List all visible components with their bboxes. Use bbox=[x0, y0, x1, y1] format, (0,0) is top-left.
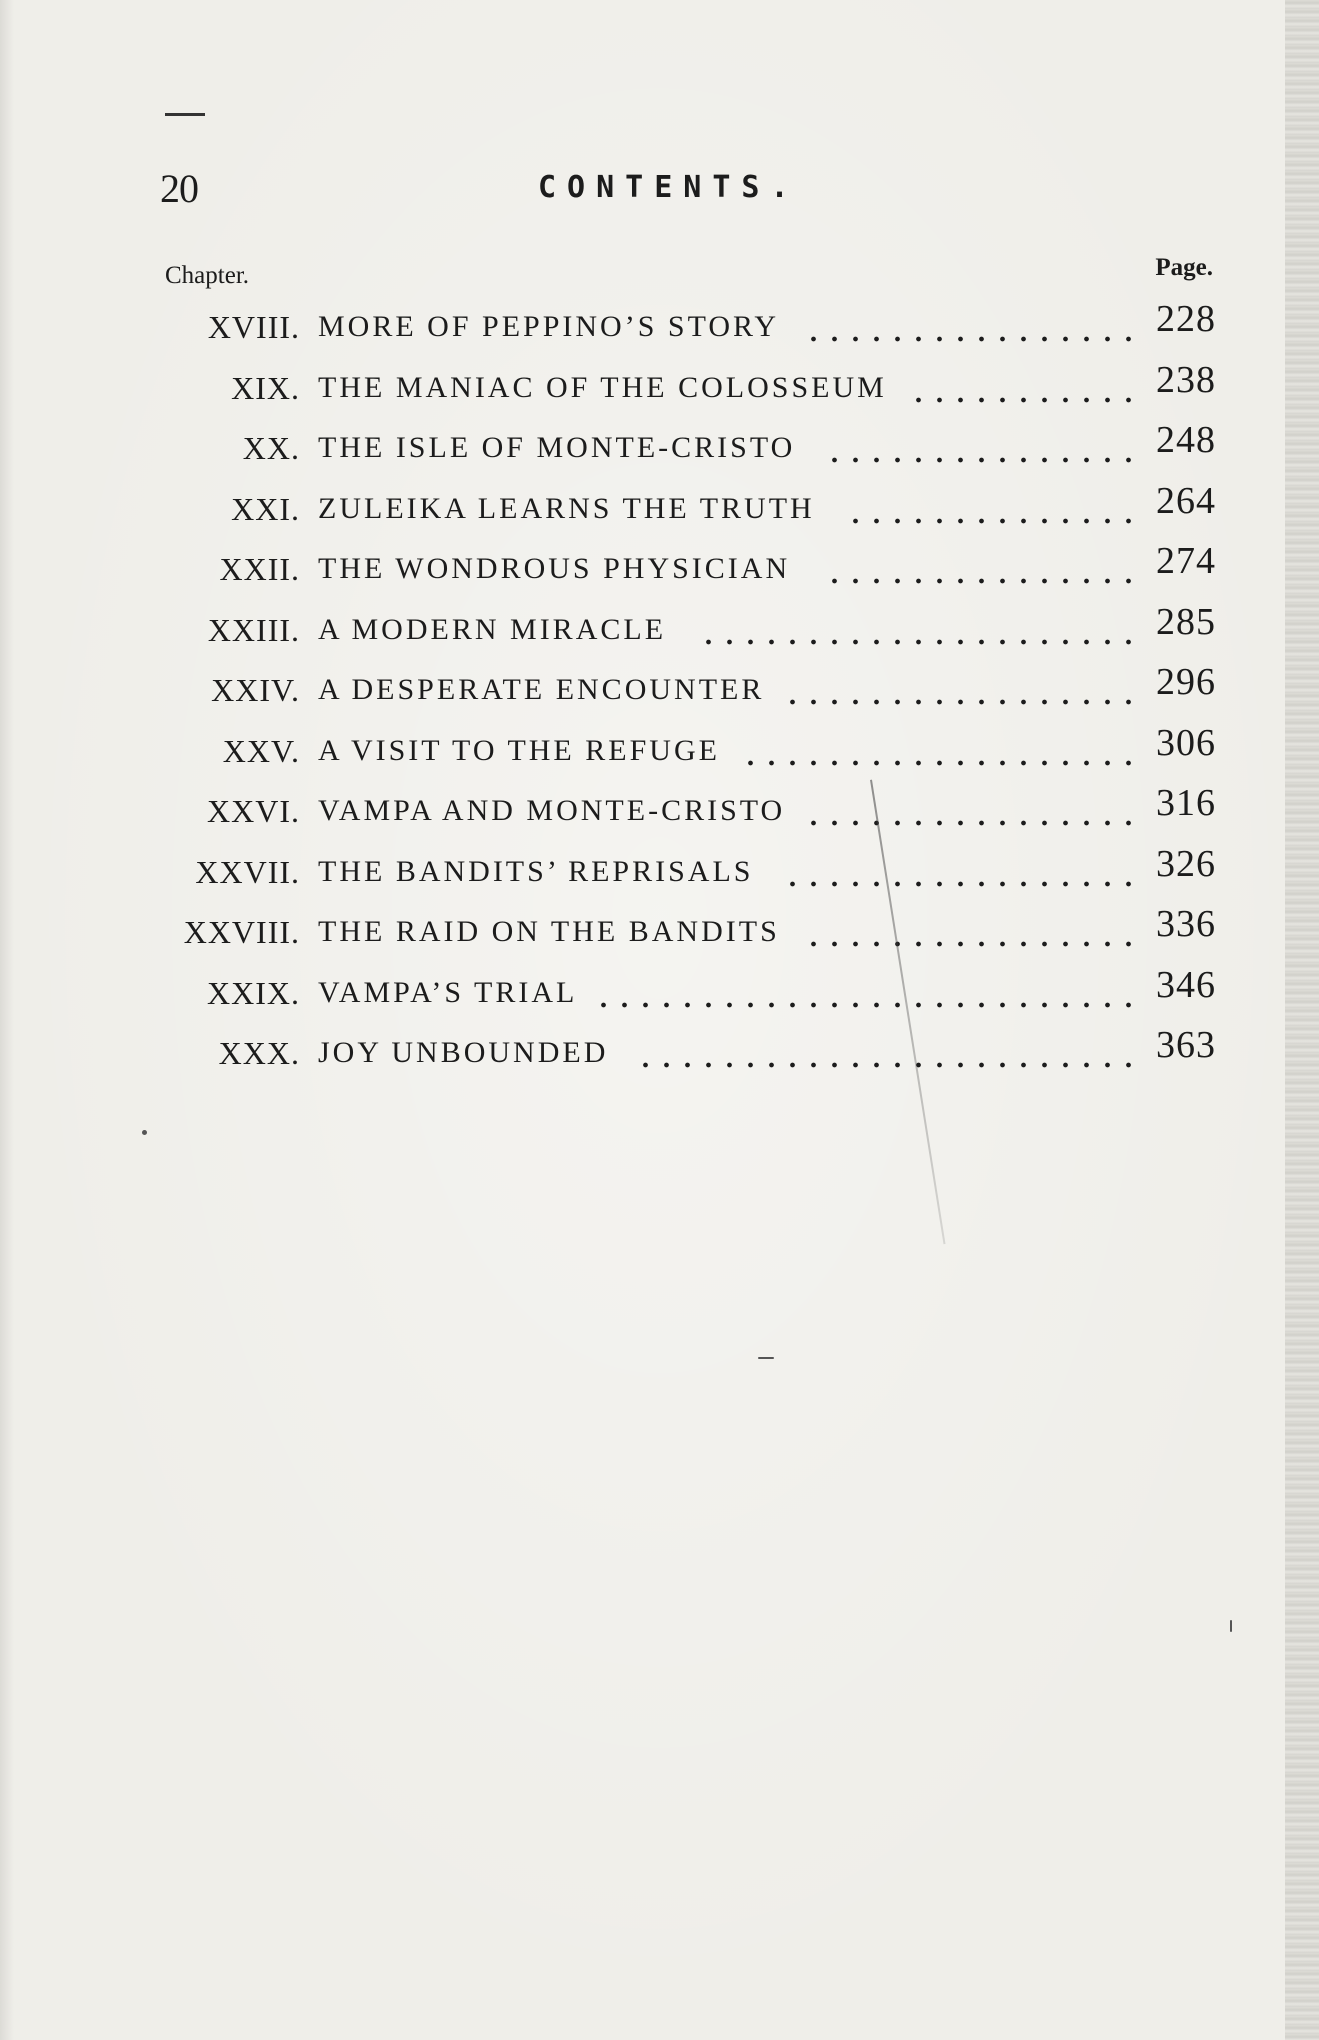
top-dash-mark bbox=[165, 113, 205, 116]
dot-leader bbox=[698, 606, 1139, 654]
chapter-numeral: XVIII. bbox=[207, 309, 300, 345]
chapter-title: THE BANDITS’ REPRISALS bbox=[318, 854, 754, 888]
toc-entry bbox=[0, 1024, 1319, 1090]
chapter-column-label: Chapter. bbox=[165, 262, 250, 289]
chapter-numeral: XXVIII. bbox=[183, 914, 300, 950]
chapter-page-number: 363 bbox=[1156, 1024, 1216, 1066]
dot-leader bbox=[824, 545, 1139, 593]
toc-entry bbox=[0, 298, 1319, 364]
chapter-page-number: 326 bbox=[1156, 842, 1216, 885]
ink-speck bbox=[1230, 1620, 1232, 1632]
chapter-title: MORE OF PEPPINO’S STORY bbox=[318, 310, 780, 343]
chapter-title: ZULEIKA LEARNS THE TRUTH bbox=[318, 491, 815, 525]
dot-leader bbox=[908, 364, 1139, 412]
chapter-title: JOY UNBOUNDED bbox=[318, 1036, 609, 1069]
chapter-numeral: XXVI. bbox=[207, 793, 300, 829]
toc-entry bbox=[0, 721, 1319, 788]
chapter-numeral: XXIII. bbox=[207, 611, 300, 648]
toc-entry bbox=[0, 540, 1319, 606]
chapter-page-number: 238 bbox=[1156, 358, 1216, 401]
chapter-numeral: XXI. bbox=[231, 490, 300, 527]
chapter-page-number: 336 bbox=[1156, 903, 1216, 945]
table-of-contents bbox=[0, 298, 1319, 1090]
chapter-title: A VISIT TO THE REFUGE bbox=[318, 733, 720, 767]
chapter-numeral: XXVII. bbox=[195, 853, 300, 890]
chapter-numeral: XXX. bbox=[218, 1035, 300, 1071]
chapter-page-number: 296 bbox=[1156, 661, 1216, 703]
chapter-numeral: XXIV. bbox=[211, 672, 300, 708]
chapter-numeral: XXII. bbox=[219, 551, 300, 587]
dot-leader bbox=[803, 787, 1139, 835]
toc-entry bbox=[0, 963, 1319, 1030]
chapter-page-number: 274 bbox=[1156, 540, 1216, 582]
toc-entry bbox=[0, 903, 1319, 969]
chapter-title: A DESPERATE ENCOUNTER bbox=[318, 673, 765, 706]
dot-leader bbox=[824, 424, 1139, 472]
page-number: 20 bbox=[160, 166, 198, 211]
chapter-title: THE ISLE OF MONTE-CRISTO bbox=[318, 431, 796, 464]
toc-entry bbox=[0, 661, 1319, 727]
toc-entry bbox=[0, 419, 1319, 485]
chapter-title: VAMPA’S TRIAL bbox=[318, 975, 578, 1009]
dot-leader bbox=[803, 303, 1139, 351]
dot-leader bbox=[845, 485, 1139, 533]
toc-entry bbox=[0, 479, 1319, 546]
chapter-page-number: 346 bbox=[1156, 963, 1216, 1006]
dot-leader bbox=[635, 1029, 1139, 1077]
dot-leader bbox=[803, 908, 1139, 956]
chapter-page-number: 228 bbox=[1156, 298, 1216, 340]
dot-leader bbox=[593, 969, 1139, 1017]
chapter-title: THE RAID ON THE BANDITS bbox=[318, 915, 780, 948]
toc-entry bbox=[0, 600, 1319, 667]
chapter-title: A MODERN MIRACLE bbox=[318, 612, 667, 646]
chapter-page-number: 264 bbox=[1156, 479, 1216, 522]
chapter-page-number: 306 bbox=[1156, 721, 1216, 764]
ink-speck bbox=[758, 1357, 774, 1359]
toc-entry bbox=[0, 842, 1319, 909]
chapter-numeral: XXIX. bbox=[207, 974, 300, 1011]
dot-leader bbox=[782, 666, 1139, 714]
chapter-page-number: 316 bbox=[1156, 782, 1216, 824]
chapter-title: VAMPA AND MONTE-CRISTO bbox=[318, 794, 786, 827]
chapter-page-number: 248 bbox=[1156, 419, 1216, 461]
ink-speck bbox=[142, 1130, 147, 1135]
chapter-title: THE WONDROUS PHYSICIAN bbox=[318, 552, 791, 585]
toc-entry bbox=[0, 782, 1319, 848]
chapter-numeral: XX. bbox=[242, 430, 300, 466]
toc-entry bbox=[0, 358, 1319, 425]
dot-leader bbox=[740, 727, 1139, 775]
chapter-numeral: XXV. bbox=[222, 732, 300, 769]
chapter-page-number: 285 bbox=[1156, 600, 1216, 643]
running-head: CONTENTS. bbox=[538, 170, 800, 205]
page-column-label: Page. bbox=[1155, 254, 1213, 281]
chapter-numeral: XIX. bbox=[231, 369, 300, 406]
dot-leader bbox=[782, 848, 1139, 896]
chapter-title: THE MANIAC OF THE COLOSSEUM bbox=[318, 370, 887, 404]
